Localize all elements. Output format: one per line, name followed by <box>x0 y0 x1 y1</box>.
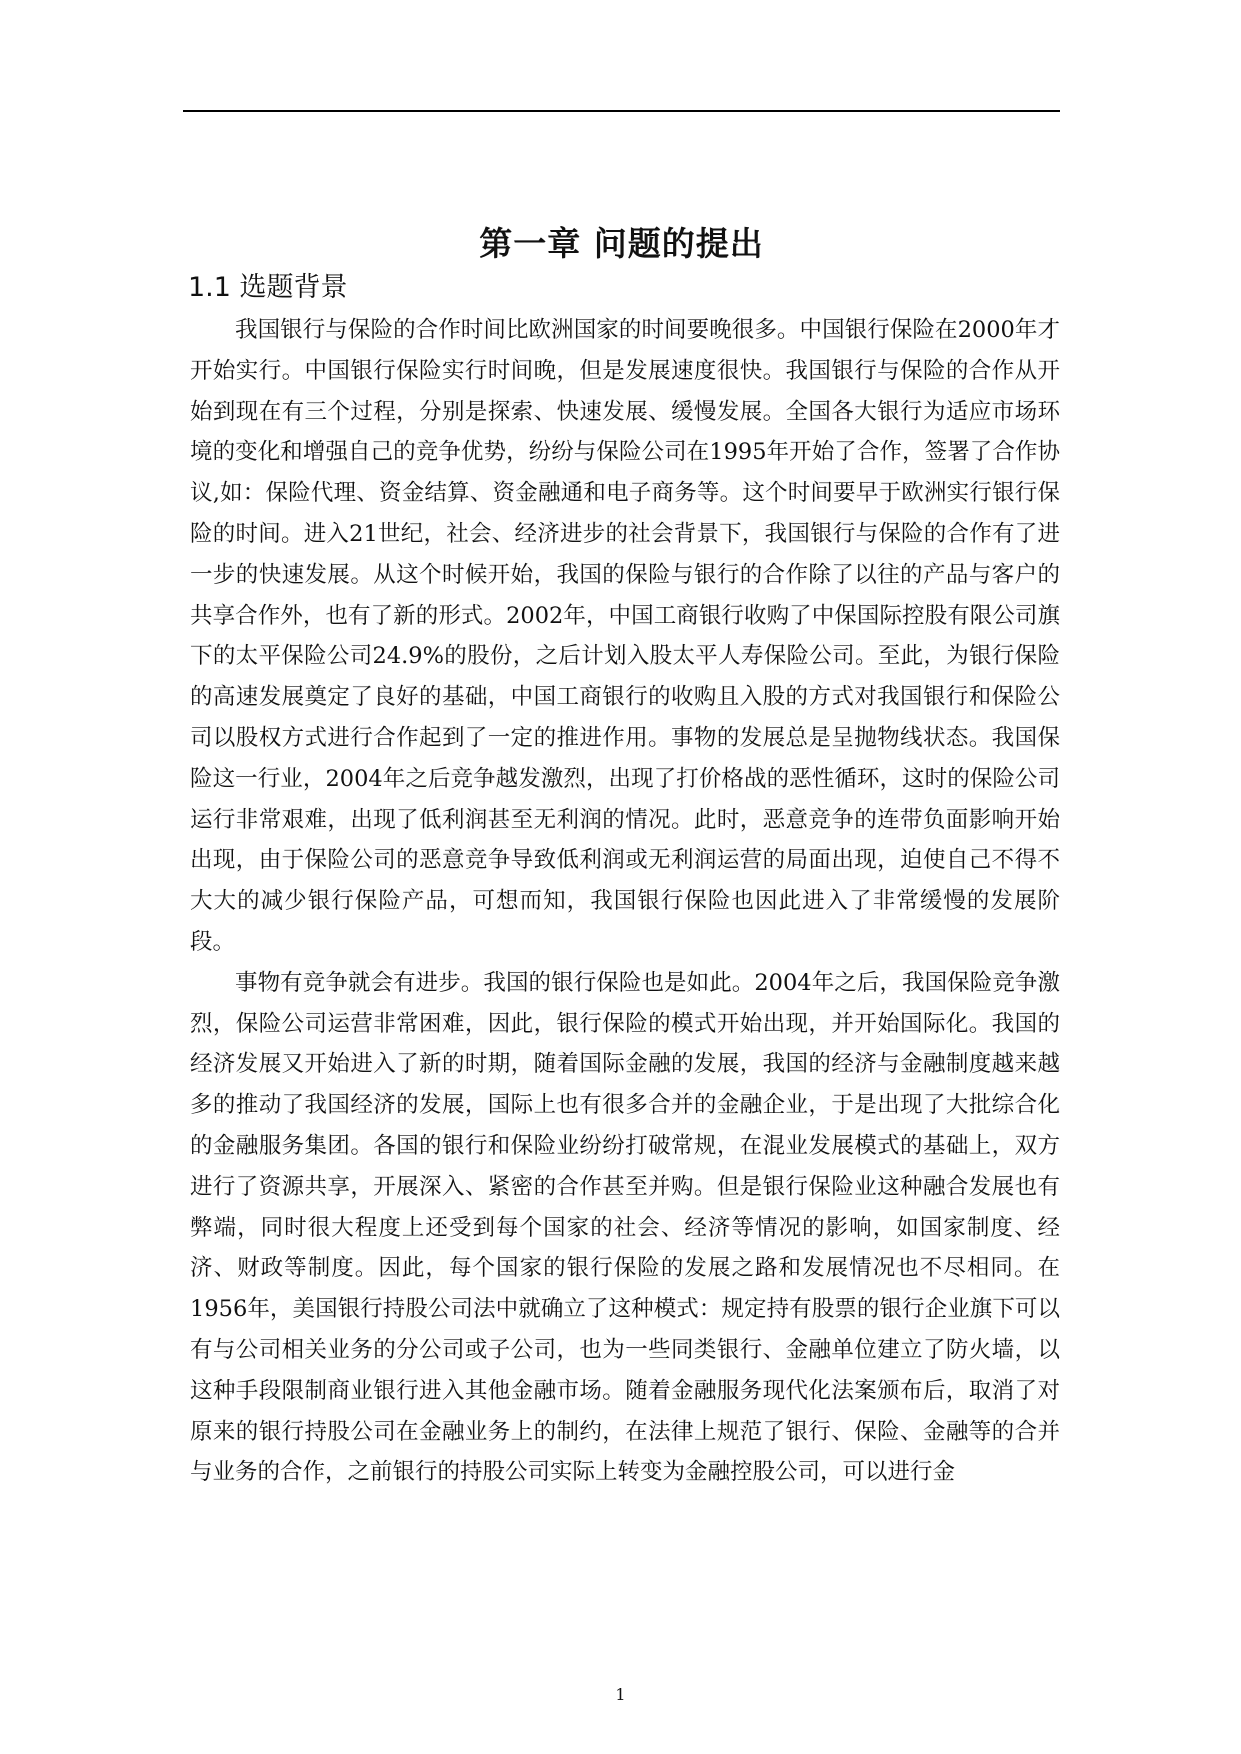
chapter-title: 第一章 问题的提出 <box>479 224 764 263</box>
section-heading: 1.1 选题背景 <box>188 272 348 303</box>
paragraph: 事物有竞争就会有进步。我国的银行保险也是如此。2004年之后，我国保险竞争激烈，保险公司运营非常困难，因此，银行保险的模式开始出现，并开始国际化。我国的经济发展又开始进入了新的时期，随着国际金融的发展，我国的经济与金融制度越来越多的推动了我国经济的发展，国际上也有很多合并的金融企业，于是出现了大批综合化的金融服务集团。各国的银行和保险业纷纷打破常规，在混业发展模式的基础上，双方进行了资源共享，开展深入、紧密的合作甚至并购。但是银行保险业这种融合发展也有弊端，同时很大程度上还受到每个国家的社会、经济等情况的影响，如国家制度、经济、财政等制度。因此，每个国家的银行保险的发展之路和发展情况也不尽相同。在1956年，美国银行持股公司法中就确立了这种模式：规定持有股票的银行企业旗下可以有与公司相关业务的分公司或子公司，也为一些同类银行、金融单位建立了防火墙，以这种手段限制商业银行进入其他金融市场。随着金融服务现代化法案颁布后，取消了对原来的银行持股公司在金融业务上的制约，在法律上规范了银行、保险、金融等的合并与业务的合作，之前银行的持股公司实际上转变为金融控股公司，可以进行金 <box>190 969 1060 1486</box>
header-rule <box>183 110 1060 112</box>
page-number: 1 <box>615 1685 626 1704</box>
body-text <box>190 310 1060 1493</box>
paragraph: 我国银行与保险的合作时间比欧洲国家的时间要晚很多。中国银行保险在2000年才开始实行。中国银行保险实行时间晚，但是发展速度很快。我国银行与保险的合作从开始到现在有三个过程，分别是探索、快速发展、缓慢发展。全国各大银行为适应市场环境的变化和增强自己的竞争优势，纷纷与保险公司在1995年开始了合作，签署了合作协议,如：保险代理、资金结算、资金融通和电子商务等。这个时间要早于欧洲实行银行保险的时间。进入21世纪，社会、经济进步的社会背景下，我国银行与保险的合作有了进一步的快速发展。从这个时候开始，我国的保险与银行的合作除了以往的产品与客户的共享合作外，也有了新的形式。2002年，中国工商银行收购了中保国际控股有限公司旗下的太平保险公司24.9%的股份，之后计划入股太平人寿保险公司。至此，为银行保险的高速发展奠定了良好的基础，中国工商银行的收购且入股的方式对我国银行和保险公司以股权方式进行合作起到了一定的推进作用。事物的发展总是呈抛物线状态。我国保险这一行业，2004年之后竞争越发激烈，出现了打价格战的恶性循环，这时的保险公司运行非常艰难，出现了低利润甚至无利润的情况。此时，恶意竞争的连带负面影响开始出现，由于保险公司的恶意竞争导致低利润或无利润运营的局面出现，迫使自己不得不大大的减少银行保险产品，可想而知，我国银行保险也因此进入了非常缓慢的发展阶段。 <box>190 317 1060 955</box>
